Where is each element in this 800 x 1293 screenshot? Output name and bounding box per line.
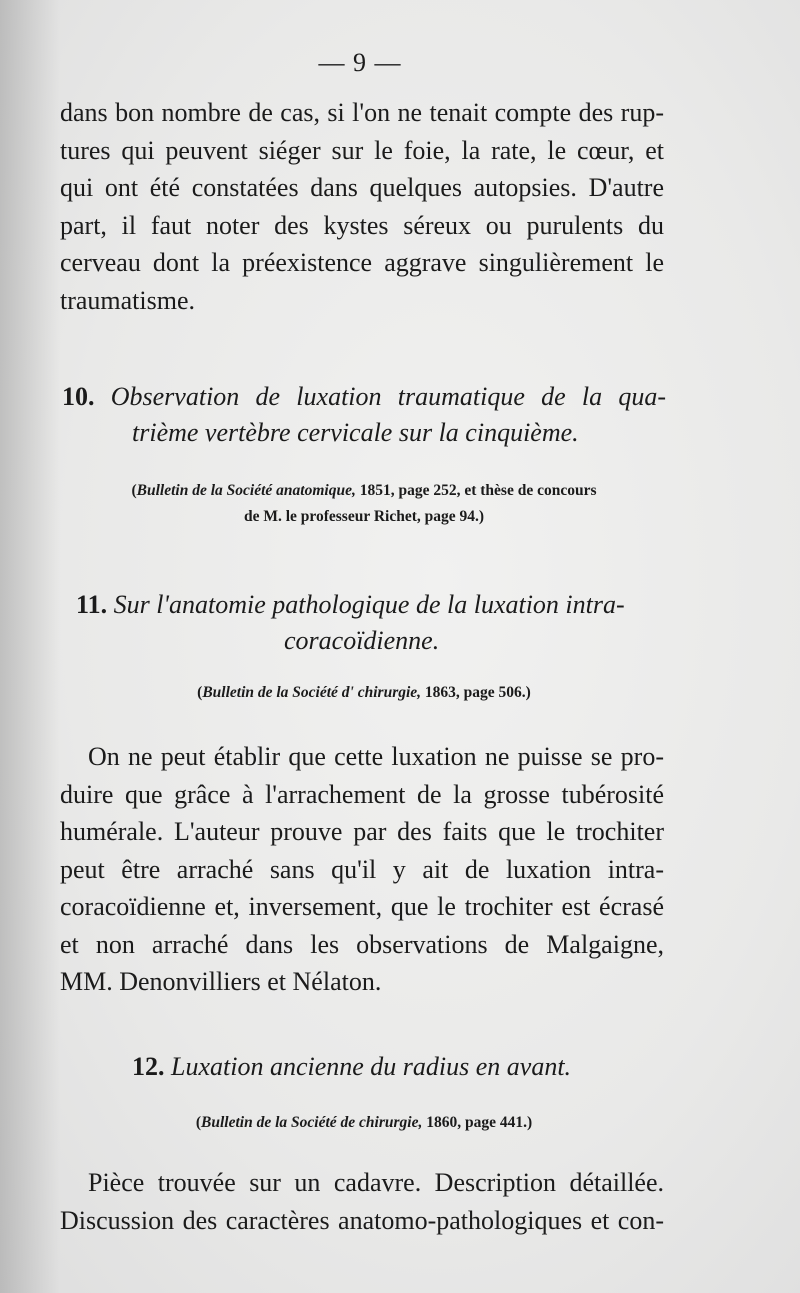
ref-source: Bulletin de la Société de chirurgie,	[201, 1114, 423, 1131]
ref-paren: (	[195, 1114, 202, 1131]
text-line: humérale. L'auteur prouve par des faits que le trochiter	[60, 817, 664, 846]
entry-11-heading-cont	[284, 622, 484, 659]
ref-paren: (	[197, 684, 203, 701]
ref-source: Bulletin de la Société anatomique,	[136, 482, 356, 499]
text-line: part, il faut noter des kystes séreux ou purulents du	[60, 210, 664, 240]
text-line: tures qui peuvent siéger sur le foie, la rate, le cœur, et	[60, 135, 664, 165]
entry-12-reference	[60, 1110, 668, 1136]
entry-11-heading	[76, 586, 666, 623]
text-line: On ne peut établir que cette luxation ne puisse se pro-	[88, 742, 664, 771]
entry-number: 10.	[62, 382, 95, 411]
ref-details: 1851, page 252, et thèse de concours	[355, 482, 597, 499]
ref-line: de M. le professeur Richet, page 94.)	[243, 508, 485, 525]
text-line: duire que grâce à l'arrachement de la grosse tubérosité	[60, 779, 664, 809]
entry-number: 11.	[76, 590, 108, 619]
ref-source: Bulletin de la Société d' chirurgie,	[202, 684, 422, 701]
entry-10-heading-cont	[132, 414, 632, 451]
text-line: Pièce trouvée sur un cadavre. Description détaillée.	[88, 1168, 664, 1197]
entry-title-line: Observation de luxation traumatique de la qua-	[110, 382, 667, 411]
paragraph-entry-11	[60, 738, 664, 1001]
text-line: cerveau dont la préexistence aggrave singulièrement le	[60, 248, 664, 277]
ref-details: 1860, page 441.)	[422, 1114, 533, 1131]
paragraph-continuation	[60, 94, 664, 319]
entry-number: 12.	[132, 1052, 165, 1081]
text-line: peut être arraché sans qu'il y ait de luxation intra-	[60, 854, 664, 884]
ref-paren: (	[131, 482, 137, 499]
paragraph-entry-12	[60, 1164, 664, 1239]
entry-title: Luxation ancienne du radius en avant.	[171, 1052, 572, 1081]
text-line: coracoïdienne et, inversement, que le trochiter est écrasé	[60, 892, 664, 921]
text-line: Discussion des caractères anatomo-pathologiques et con-	[60, 1205, 664, 1235]
page-number: — 9 —	[318, 48, 402, 77]
text-line: qui ont été constatées dans quelques autopsies. D'autre	[60, 173, 664, 202]
entry-title-line: trième vertèbre cervicale sur la cinquième.	[132, 418, 579, 447]
entry-10-heading	[62, 378, 666, 415]
text-line: MM. Denonvilliers et Nélaton.	[60, 967, 382, 996]
ref-details: 1863, page 506.)	[421, 684, 531, 701]
entry-10-reference	[60, 478, 668, 530]
text-line: traumatisme.	[60, 285, 196, 315]
text-line: dans bon nombre de cas, si l'on ne tenait compte des rup-	[60, 98, 664, 127]
entry-12-heading	[132, 1048, 632, 1085]
entry-11-reference	[60, 680, 668, 706]
entry-title-line: Sur l'anatomie pathologique de la luxation intra-	[113, 590, 625, 619]
text-line: et non arraché dans les observations de Malgaigne,	[60, 929, 664, 959]
entry-title-line: coracoïdienne.	[284, 626, 440, 655]
